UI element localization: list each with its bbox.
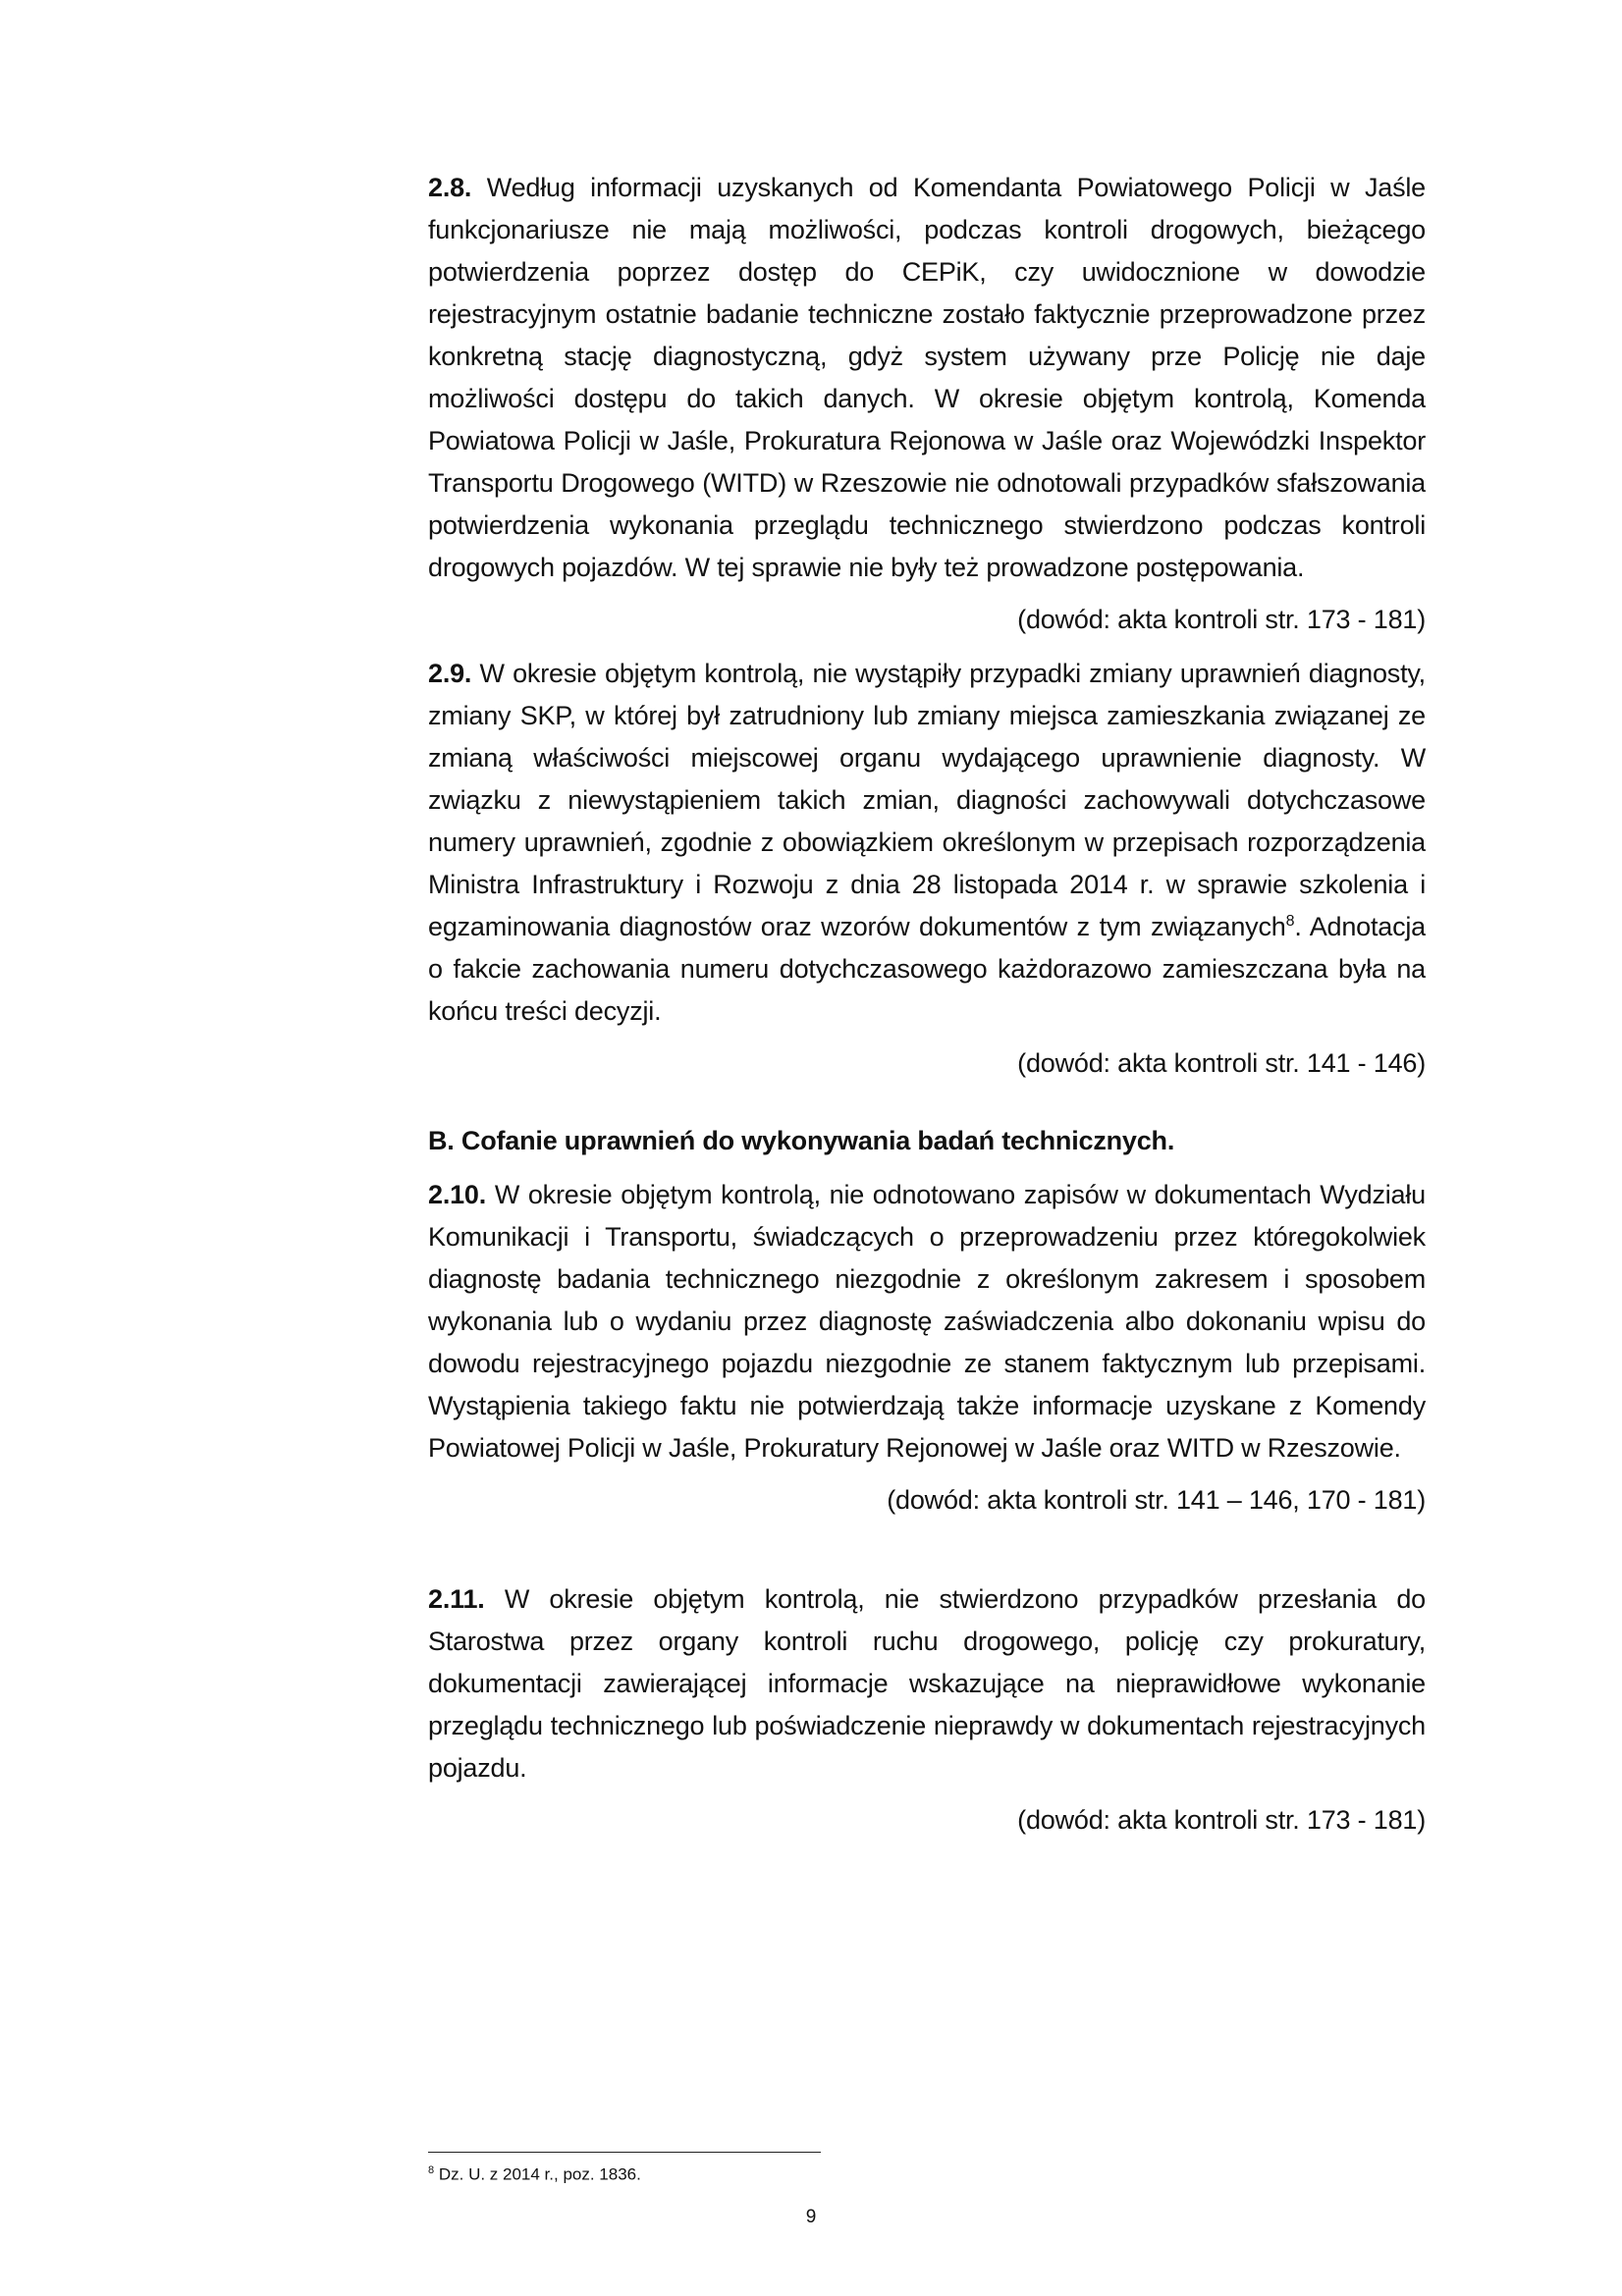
paragraph-text: W okresie objętym kontrolą, nie stwierdzono przypadków przesłania do Starostwa przez organy kontroli ruchu drogowego, policję czy prokuratury, dokumentacji zawierającej informacje wskazujące na nieprawidłowe wykonanie przeglądu technicznego lub poświadczenie nieprawdy w dokumentach rejestracyjnych pojazdu. xyxy=(428,1584,1426,1783)
evidence-citation: (dowód: akta kontroli str. 173 - 181) xyxy=(1017,1805,1426,1835)
paragraph-2-9 xyxy=(428,653,1426,1033)
paragraph-text: W okresie objętym kontrolą, nie wystąpiły przypadki zmiany uprawnień diagnosty, zmiany SKP, w której był zatrudniony lub zmiany miejsca zamieszkania związanej ze zmianą właściwości miejscowej organu wydającego uprawnienie diagnosty. W związku z niewystąpieniem takich zmian, diagności zachowywali dotychczasowe numery uprawnień, zgodnie z obowiązkiem określonym w przepisach rozporządzenia Ministra Infrastruktury i Rozwoju z dnia 28 listopada 2014 r. w sprawie szkolenia i egzaminowania diagnostów oraz wzorów dokumentów z tym związanych xyxy=(428,659,1426,941)
paragraph-text-continued: . Adnotacja o fakcie zachowania numeru dotychczasowego każdorazowo zamieszczana była na końcu treści decyzji. xyxy=(428,912,1427,1026)
footnote-text: Dz. U. z 2014 r., poz. 1836. xyxy=(434,2164,641,2184)
page-number: 9 xyxy=(805,2207,817,2227)
evidence-citation: (dowód: akta kontroli str. 141 – 146, 170 - 181) xyxy=(887,1485,1426,1515)
paragraph-2-10 xyxy=(428,1174,1426,1469)
footnote-reference: 8 xyxy=(1285,913,1295,930)
evidence-citation: (dowód: akta kontroli str. 141 - 146) xyxy=(1017,1048,1426,1078)
evidence-citation: (dowód: akta kontroli str. 173 - 181) xyxy=(1017,605,1426,634)
section-heading: B. Cofanie uprawnień do wykonywania badań technicznych. xyxy=(428,1126,1175,1155)
paragraph-number: 2.9. xyxy=(428,659,472,688)
paragraph-2-8 xyxy=(428,167,1426,589)
paragraph-2-11 xyxy=(428,1578,1426,1789)
page-content xyxy=(428,167,1426,1842)
paragraph-number: 2.8. xyxy=(428,173,472,202)
footnote-marker: 8 xyxy=(428,2164,435,2176)
footnote xyxy=(428,2160,641,2186)
paragraph-number: 2.11. xyxy=(428,1584,485,1614)
paragraph-text: Według informacji uzyskanych od Komendanta Powiatowego Policji w Jaśle funkcjonariusze nie mają możliwości, podczas kontroli drogowych, bieżącego potwierdzenia poprzez dostęp do CEPiK, czy uwidocznione w dowodzie rejestracyjnym ostatnie badanie techniczne zostało faktycznie przeprowadzone przez konkretną stację diagnostyczną, gdyż system używany prze Policję nie daje możliwości dostępu do takich danych. W okresie objętym kontrolą, Komenda Powiatowa Policji w Jaśle, Prokuratura Rejonowa w Jaśle oraz Wojewódzki Inspektor Transportu Drogowego (WITD) w Rzeszowie nie odnotowali przypadków sfałszowania potwierdzenia wykonania przeglądu technicznego stwierdzono podczas kontroli drogowych pojazdów. W tej sprawie nie były też prowadzone postępowania. xyxy=(428,173,1426,582)
footnote-separator xyxy=(428,2152,821,2153)
paragraph-number: 2.10. xyxy=(428,1180,487,1209)
paragraph-text: W okresie objętym kontrolą, nie odnotowano zapisów w dokumentach Wydziału Komunikacji i Transportu, świadczących o przeprowadzeniu przez któregokolwiek diagnostę badania technicznego niezgodnie z określonym zakresem i sposobem wykonania lub o wydaniu przez diagnostę zaświadczenia albo dokonaniu wpisu do dowodu rejestracyjnego pojazdu niezgodnie ze stanem faktycznym lub przepisami. Wystąpienia takiego faktu nie potwierdzają także informacje uzyskane z Komendy Powiatowej Policji w Jaśle, Prokuratury Rejonowej w Jaśle oraz WITD w Rzeszowie. xyxy=(428,1180,1426,1463)
